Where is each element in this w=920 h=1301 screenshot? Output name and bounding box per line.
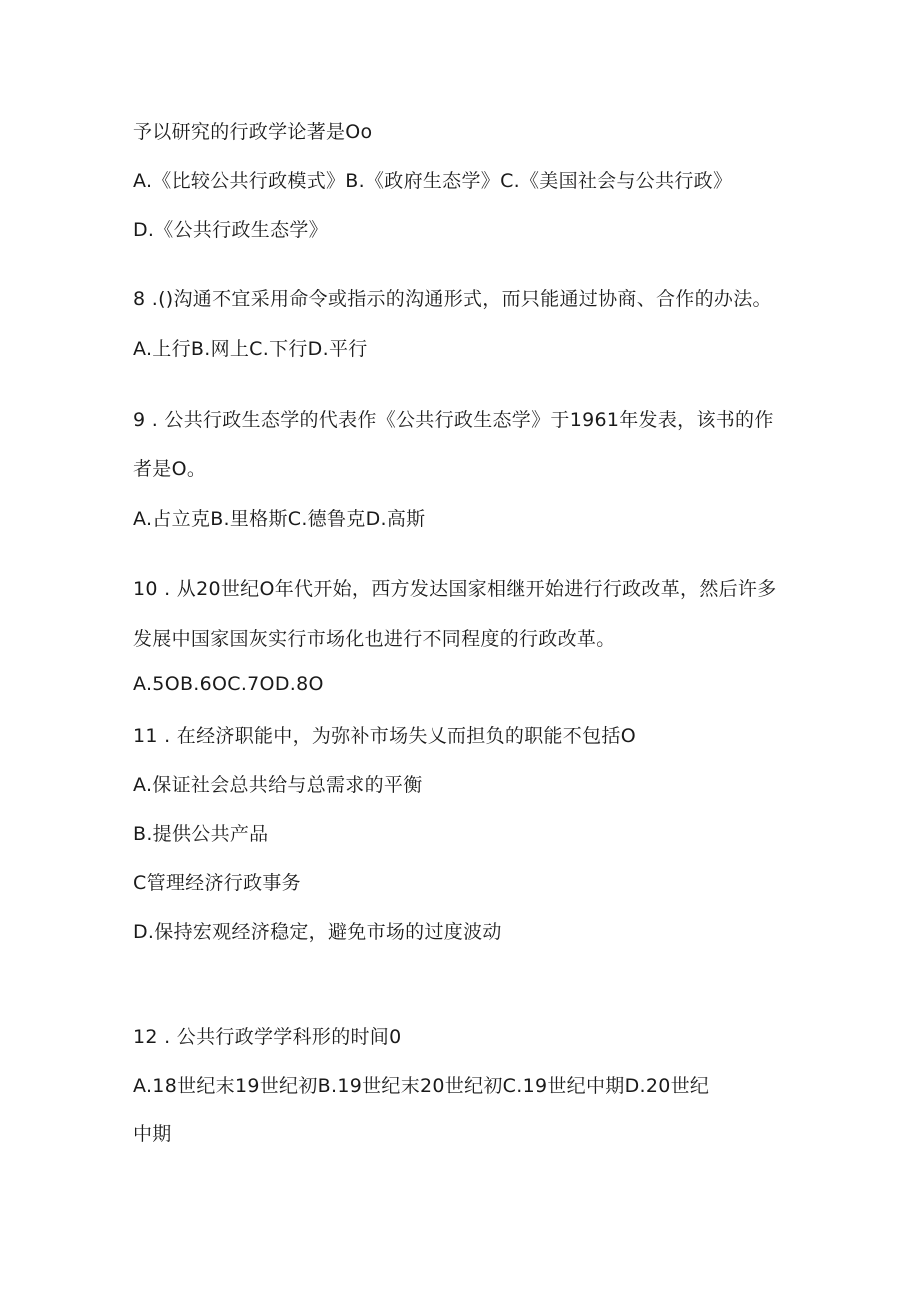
text-line-q9: 9 . 公共行政生态学的代表作《公共行政生态学》于1961年发表，该书的作 — [133, 409, 774, 431]
text-line-q10-options: A.5OB.6OC.7OD.8O — [133, 673, 324, 695]
text-line-q7-option-d: D.《公共行政生态学》 — [133, 219, 328, 241]
text-line-q10-cont: 发展中国家国灰实行市场化也进行不同程度的行政改革。 — [133, 628, 616, 650]
text-line-q8: 8 .()沟通不宜采用命令或指示的沟通形式，而只能通过协商、合作的办法。 — [133, 288, 772, 310]
text-line-q8-options: A.上行B.网上C.下行D.平行 — [133, 338, 368, 360]
text-line-q12-options-cont: 中期 — [133, 1123, 172, 1145]
text-line-q9-cont: 者是O。 — [133, 458, 207, 480]
text-line-q11-option-d: D.保持宏观经济稳定，避免市场的过度波动 — [133, 921, 502, 943]
text-line-q7-options-abc: A.《比较公共行政模式》B.《政府生态学》C.《美国社会与公共行政》 — [133, 170, 733, 192]
text-line-q11: 11 . 在经济职能中，为弥补市场失乂而担负的职能不包括O — [133, 725, 636, 747]
text-line-q10: 10 . 从20世纪O年代开始，西方发达国家相继开始进行行政改革，然后许多 — [133, 578, 777, 600]
text-line-q9-options: A.占立克B.里格斯C.德鲁克D.高斯 — [133, 508, 426, 530]
text-line-q12: 12 . 公共行政学学科形的时间0 — [133, 1026, 402, 1048]
text-line-q12-options: A.18世纪末19世纪初B.19世纪末20世纪初C.19世纪中期D.20世纪 — [133, 1075, 710, 1097]
text-line-q11-option-a: A.保证社会总共给与总需求的平衡 — [133, 774, 423, 796]
text-line-q11-option-c: C管理经济行政事务 — [133, 872, 301, 894]
text-line-q11-option-b: B.提供公共产品 — [133, 823, 269, 845]
text-line-q7-cont: 予以研究的行政学论著是Oo — [133, 121, 373, 143]
